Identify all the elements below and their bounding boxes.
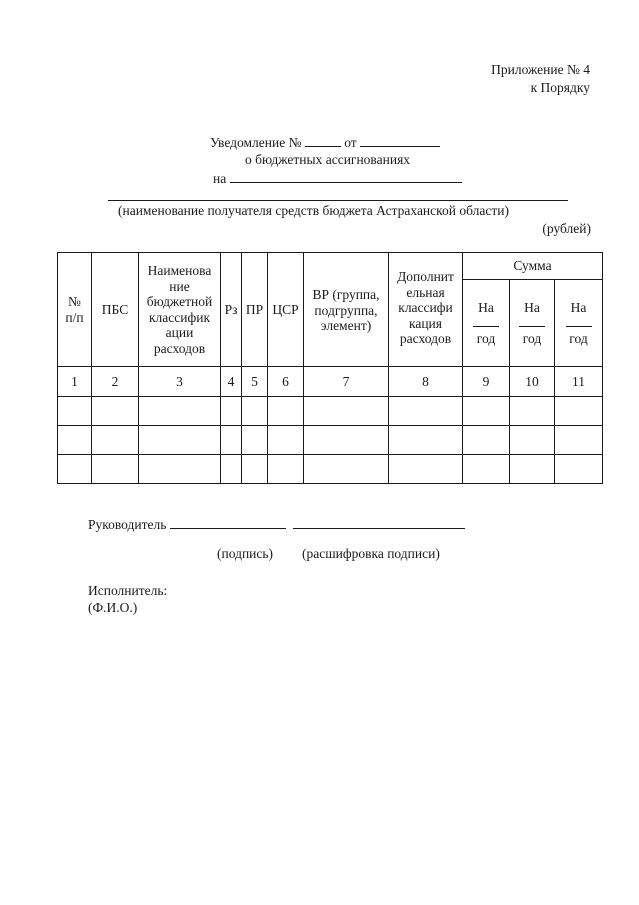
period-field[interactable] [230, 170, 462, 183]
notice-subtitle: о бюджетных ассигнованиях [245, 152, 411, 167]
table-cell[interactable] [221, 397, 242, 426]
table-cell[interactable] [242, 455, 268, 484]
appendix-line-1: Приложение № 4 [491, 62, 590, 77]
table-cell[interactable] [555, 455, 603, 484]
header-rz: Рз [221, 253, 242, 367]
col-number: 10 [510, 367, 555, 397]
table-cell[interactable] [242, 397, 268, 426]
table-cell[interactable] [139, 455, 221, 484]
appendix-line-2: к Порядку [530, 80, 590, 95]
table-cell[interactable] [242, 426, 268, 455]
table-cell[interactable] [389, 455, 463, 484]
signature-decode-field[interactable] [293, 516, 465, 529]
header-pbs: ПБС [92, 253, 139, 367]
recipient-name-line[interactable] [108, 200, 568, 201]
header-pr: ПР [242, 253, 268, 367]
table-cell[interactable] [221, 426, 242, 455]
table-cell[interactable] [58, 397, 92, 426]
table-cell[interactable] [555, 397, 603, 426]
table-row [58, 426, 603, 455]
table-cell[interactable] [92, 426, 139, 455]
table-cell[interactable] [268, 426, 304, 455]
table-cell[interactable] [304, 426, 389, 455]
table-cell[interactable] [463, 397, 510, 426]
col-number: 8 [389, 367, 463, 397]
header-num: № п/п [58, 253, 92, 367]
header-name: Наименова ние бюджетной классифик ации расходов [139, 253, 221, 367]
notice-title [210, 134, 440, 151]
period-line [213, 170, 462, 187]
notice-label: Уведомление № [210, 135, 302, 150]
col-number: 11 [555, 367, 603, 397]
from-label: от [344, 135, 357, 150]
unit-label: (рублей) [542, 221, 591, 236]
allocation-table [57, 252, 603, 484]
head-label: Руководитель [88, 517, 167, 532]
col-number: 9 [463, 367, 510, 397]
head-signature-line [88, 516, 465, 533]
on-label: на [213, 171, 227, 186]
table-cell[interactable] [510, 426, 555, 455]
signature-field[interactable] [170, 516, 286, 529]
table-cell[interactable] [389, 426, 463, 455]
table-cell[interactable] [463, 455, 510, 484]
header-extra-classification: Дополнит ельная классифи кация расходов [389, 253, 463, 367]
col-number: 4 [221, 367, 242, 397]
table-cell[interactable] [555, 426, 603, 455]
table-cell[interactable] [92, 397, 139, 426]
table-cell[interactable] [268, 397, 304, 426]
table-cell[interactable] [139, 397, 221, 426]
executor-fio: (Ф.И.О.) [88, 600, 138, 615]
table-cell[interactable] [304, 397, 389, 426]
table-cell[interactable] [92, 455, 139, 484]
col-number: 6 [268, 367, 304, 397]
header-year-2: На год [510, 280, 555, 367]
sign-caption: (подпись) [217, 546, 274, 561]
header-sum: Сумма [463, 253, 603, 280]
table-cell[interactable] [510, 397, 555, 426]
header-year-1: На год [463, 280, 510, 367]
decode-caption: (расшифровка подписи) [302, 546, 440, 561]
col-number: 2 [92, 367, 139, 397]
table-cell[interactable] [268, 455, 304, 484]
column-number-row [58, 367, 603, 397]
header-csr: ЦСР [268, 253, 304, 367]
table-cell[interactable] [389, 397, 463, 426]
executor-label: Исполнитель: [88, 583, 168, 598]
table-cell[interactable] [58, 455, 92, 484]
notice-date-field[interactable] [360, 134, 440, 147]
table-row [58, 455, 603, 484]
table-cell[interactable] [221, 455, 242, 484]
table-cell[interactable] [463, 426, 510, 455]
table-cell[interactable] [139, 426, 221, 455]
col-number: 3 [139, 367, 221, 397]
notice-number-field[interactable] [305, 134, 341, 147]
col-number: 5 [242, 367, 268, 397]
header-vr: ВР (группа, подгруппа, элемент) [304, 253, 389, 367]
table-cell[interactable] [304, 455, 389, 484]
table-cell[interactable] [510, 455, 555, 484]
col-number: 1 [58, 367, 92, 397]
table-cell[interactable] [58, 426, 92, 455]
col-number: 7 [304, 367, 389, 397]
header-year-3: На год [555, 280, 603, 367]
table-row [58, 397, 603, 426]
recipient-caption: (наименование получателя средств бюджета Астраханской области) [118, 203, 509, 218]
